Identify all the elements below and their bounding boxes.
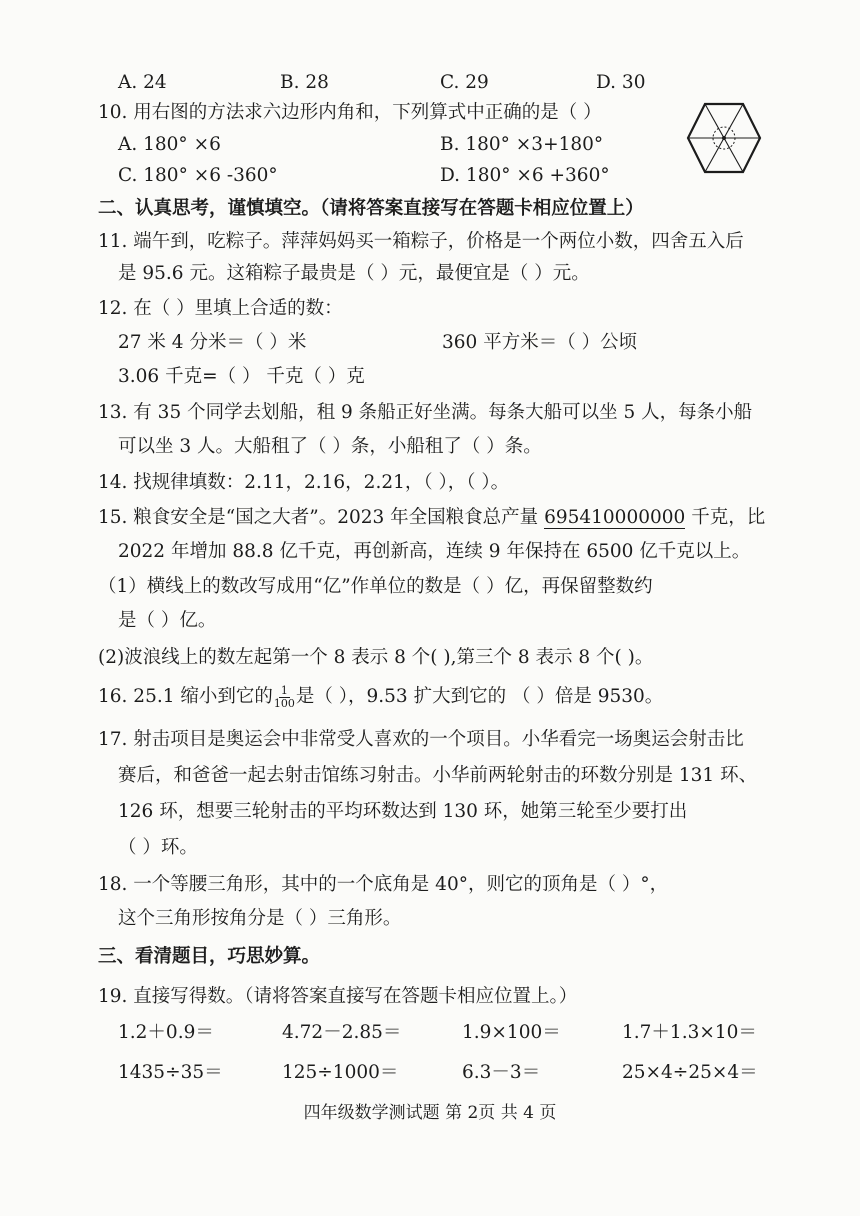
q15-line-1-pre: 15. 粮食安全是“国之大者”。2023 年全国粮食总产量	[98, 507, 545, 528]
q9-option-a: A. 24	[118, 72, 167, 93]
q10-stem: 10. 用右图的方法求六边形内角和，下列算式中正确的是（ ）	[98, 102, 602, 123]
q16-fraction-numerator: 1	[280, 683, 288, 697]
q10-option-c: C. 180° ×6 -360°	[118, 165, 278, 186]
q10-option-a: A. 180° ×6	[118, 134, 221, 155]
q18-line-2: 这个三角形按角分是（ ）三角形。	[118, 908, 402, 929]
q15-line-1-post: 千克，比	[685, 507, 766, 528]
q12-stem: 12. 在（ ）里填上合适的数：	[98, 298, 343, 319]
q16-pre: 16. 25.1 缩小到它的	[98, 686, 273, 707]
q10-option-b: B. 180° ×3+180°	[440, 134, 604, 155]
q19-expr-4: 1.7＋1.3×10＝	[622, 1022, 757, 1043]
q15-line-1	[98, 505, 765, 531]
q17-line-2: 赛后，和爸爸一起去射击馆练习射击。小华前两轮射击的环数分别是 131 环、	[118, 765, 758, 786]
q12-item-b: 360 平方米＝（ ）公顷	[442, 332, 638, 353]
q16-post: 是（ ），9.53 扩大到它的 （ ）倍是 9530。	[295, 686, 664, 707]
q19-expr-6: 125÷1000＝	[282, 1062, 399, 1083]
q12-item-a: 27 米 4 分米＝（ ）米	[118, 332, 307, 353]
q16-text	[98, 684, 663, 710]
q19-expr-5: 1435÷35＝	[118, 1062, 223, 1083]
section-3-title: 三、看清题目，巧思妙算。	[98, 946, 321, 967]
q15-part-1-line-2: 是（ ）亿。	[118, 610, 217, 631]
q13-line-1: 13. 有 35 个同学去划船，租 9 条船正好坐满。每条大船可以坐 5 人，每条小船	[98, 402, 753, 423]
section-2-title: 二、认真思考，谨慎填空。（请将答案直接写在答题卡相应位置上）	[98, 198, 644, 219]
q14-text: 14. 找规律填数：2.11，2.16，2.21，（ ），（ ）。	[98, 472, 510, 493]
q17-line-1: 17. 射击项目是奥运会中非常受人喜欢的一个项目。小华看完一场奥运会射击比	[98, 729, 744, 750]
q11-line-1: 11. 端午到，吃粽子。萍萍妈妈买一箱粽子，价格是一个两位小数，四舍五入后	[98, 231, 744, 252]
q19-expr-7: 6.3－3＝	[462, 1062, 541, 1083]
q11-line-2: 是 95.6 元。这箱粽子最贵是（ ）元，最便宜是（ ）元。	[118, 263, 590, 284]
q19-expr-2: 4.72－2.85＝	[282, 1022, 402, 1043]
q9-option-b: B. 28	[280, 72, 329, 93]
hexagon-diagram	[686, 100, 762, 176]
q16-fraction-denominator: 100	[273, 696, 295, 710]
q15-underlined-number: 695410000000	[544, 507, 686, 528]
q9-option-c: C. 29	[440, 72, 489, 93]
q17-line-4: （ ）环。	[118, 837, 198, 858]
page-footer: 四年级数学测试题 第 2页 共 4 页	[303, 1103, 557, 1123]
q15-line-2: 2022 年增加 88.8 亿千克，再创新高，连续 9 年保持在 6500 亿千克以上。	[118, 541, 751, 562]
q19-expr-1: 1.2＋0.9＝	[118, 1022, 214, 1043]
q13-line-2: 可以坐 3 人。大船租了（ ）条，小船租了（ ）条。	[118, 436, 542, 457]
q17-line-3: 126 环，想要三轮射击的平均环数达到 130 环，她第三轮至少要打出	[118, 801, 688, 822]
q19-expr-3: 1.9×100＝	[462, 1022, 561, 1043]
q12-item-c: 3.06 千克=（ ） 千克（ ）克	[118, 366, 365, 387]
q15-part-2: (2)波浪线上的数左起第一个 8 表示 8 个( ),第三个 8 表示 8 个( )。	[98, 647, 654, 668]
q18-line-1: 18. 一个等腰三角形，其中的一个底角是 40°，则它的顶角是（ ）°，	[98, 874, 669, 895]
q19-expr-8: 25×4÷25×4＝	[622, 1062, 758, 1083]
q15-part-1-line-1: （1）横线上的数改写成用“亿”作单位的数是（ ）亿，再保留整数约	[98, 576, 653, 597]
q10-option-d: D. 180° ×6 +360°	[440, 165, 610, 186]
q19-stem: 19. 直接写得数。（请将答案直接写在答题卡相应位置上。）	[98, 986, 578, 1007]
q9-option-d: D. 30	[596, 72, 646, 93]
q16-fraction	[274, 685, 295, 710]
